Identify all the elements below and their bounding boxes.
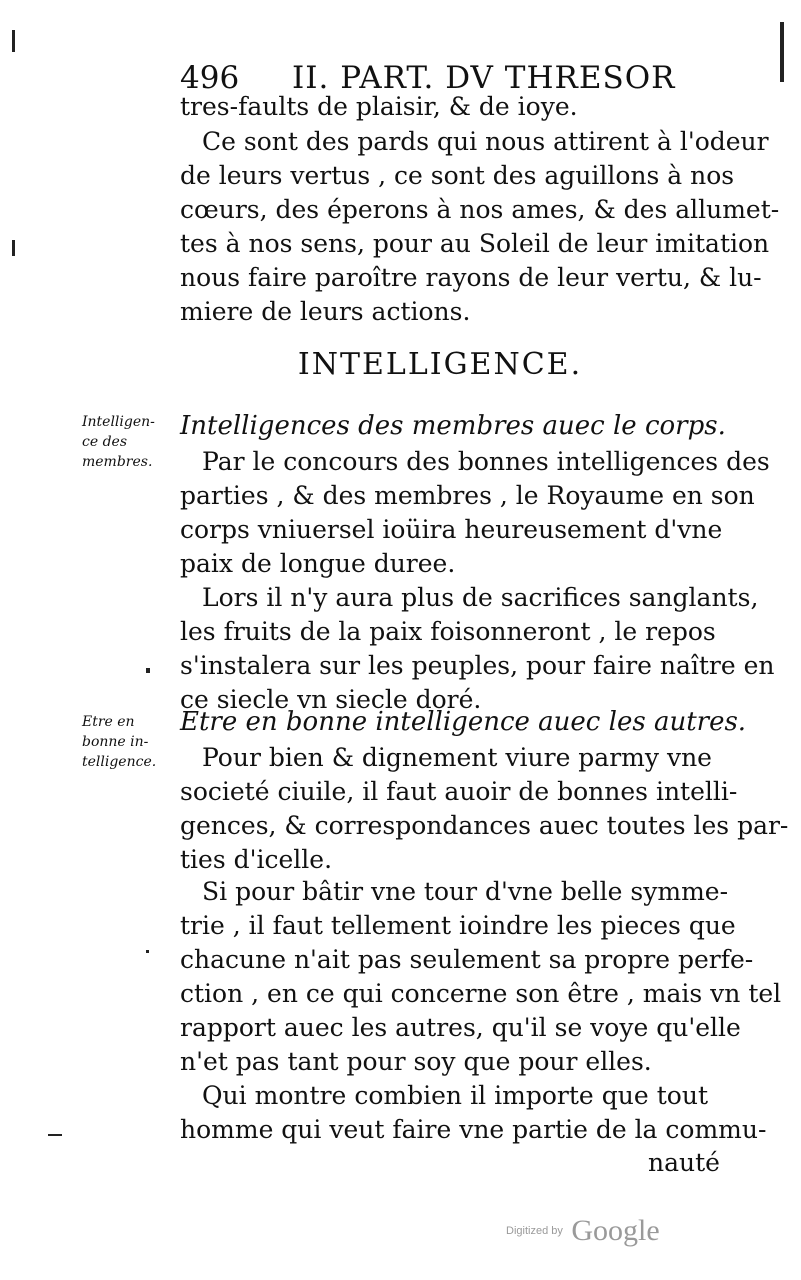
text-line: cœurs, des éperons à nos ames, & des allumet- bbox=[180, 195, 780, 224]
digitization-watermark bbox=[506, 1214, 660, 1248]
page-edge-mark bbox=[780, 22, 784, 82]
text-line: les fruits de la paix foisonneront , le repos bbox=[180, 617, 716, 646]
text-line: trie , il faut tellement ioindre les pieces que bbox=[180, 911, 736, 940]
text-line: Qui montre combien il importe que tout bbox=[202, 1081, 708, 1110]
margin-note: Etre en bonne in- telligence. bbox=[82, 714, 157, 770]
scan-speck bbox=[48, 1134, 62, 1136]
text-line: de leurs vertus , ce sont des aguillons à nos bbox=[180, 161, 735, 190]
text-line: paix de longue duree. bbox=[180, 549, 456, 578]
page-number: 496 bbox=[180, 60, 240, 96]
subheading: Etre en bonne intelligence auec les autres. bbox=[180, 707, 747, 737]
text-line: miere de leurs actions. bbox=[180, 297, 471, 326]
text-line: societé ciuile, il faut auoir de bonnes intelli- bbox=[180, 777, 738, 806]
text-line: Par le concours des bonnes intelligences des bbox=[202, 447, 770, 476]
scan-speck bbox=[146, 668, 150, 673]
text-line: Pour bien & dignement viure parmy vne bbox=[202, 743, 712, 772]
text-line: ties d'icelle. bbox=[180, 845, 333, 874]
text-line: n'et pas tant pour soy que pour elles. bbox=[180, 1047, 652, 1076]
text-line: Si pour bâtir vne tour d'vne belle symme- bbox=[202, 877, 729, 906]
text-line: homme qui veut faire vne partie de la commu- bbox=[180, 1115, 767, 1144]
text-line: rapport auec les autres, qu'il se voye qu'elle bbox=[180, 1013, 741, 1042]
text-line: ction , en ce qui concerne son être , mais vn tel bbox=[180, 979, 782, 1008]
watermark-brand: Google bbox=[571, 1214, 660, 1247]
text-line: chacune n'ait pas seulement sa propre perfe- bbox=[180, 945, 754, 974]
catchword: nauté bbox=[648, 1148, 720, 1177]
scan-speck bbox=[146, 950, 149, 953]
text-line: Lors il n'y aura plus de sacrifices sanglants, bbox=[202, 583, 759, 612]
text-line: ce siecle vn siecle doré. bbox=[180, 685, 482, 714]
text-line: s'instalera sur les peuples, pour faire naître en bbox=[180, 651, 775, 680]
running-title: II. PART. DV THRESOR bbox=[292, 60, 676, 96]
text-line: Ce sont des pards qui nous attirent à l'odeur bbox=[202, 127, 769, 156]
text-line: tes à nos sens, pour au Soleil de leur imitation bbox=[180, 229, 770, 258]
text-line: gences, & correspondances auec toutes les par- bbox=[180, 811, 789, 840]
margin-note: Intelligen- ce des membres. bbox=[82, 414, 155, 470]
watermark-prefix: Digitized by bbox=[506, 1225, 563, 1237]
scan-speck bbox=[12, 30, 15, 52]
section-title: INTELLIGENCE. bbox=[297, 347, 583, 382]
text-line: corps vniuersel ioüira heureusement d'vne bbox=[180, 515, 723, 544]
text-line: nous faire paroître rayons de leur vertu, & lu- bbox=[180, 263, 762, 292]
subheading: Intelligences des membres auec le corps. bbox=[180, 411, 726, 441]
scan-speck bbox=[12, 240, 15, 256]
text-line: parties , & des membres , le Royaume en son bbox=[180, 481, 755, 510]
text-line: tres-faults de plaisir, & de ioye. bbox=[180, 92, 578, 121]
